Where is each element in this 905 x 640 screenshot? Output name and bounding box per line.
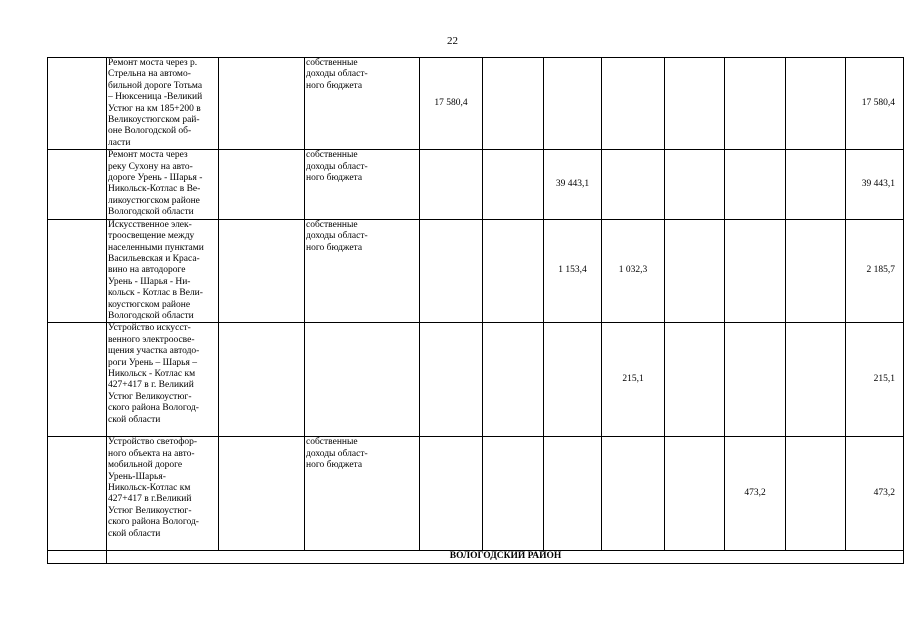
empty-cell: [219, 58, 305, 150]
value-cell-4: [602, 150, 665, 219]
value-cell-7: [786, 323, 846, 437]
value-cell-5: [665, 323, 725, 437]
table-row: [48, 323, 904, 437]
empty-cell: [219, 323, 305, 437]
funding-source: собственные доходы област- ного бюджета: [306, 437, 368, 471]
funding-source: собственные доходы област- ного бюджета: [306, 58, 368, 91]
object-name: Искусственное элек- троосвещение между населенными пунктами Васильевская и Краса- вино на автодороге Урень - Шарья - Ни- кольск - Котлас в Вели- коустюгском районе Вологодской области: [108, 219, 204, 321]
value-cell-3: 1 153,4: [544, 219, 602, 323]
table-row: [48, 219, 904, 323]
funding-source-cell: [305, 437, 420, 551]
value-cell-3: [544, 323, 602, 437]
budget-table: [47, 57, 904, 564]
value-cell-1: [420, 219, 483, 323]
value-cell-3: [544, 58, 602, 150]
value-cell-6: [725, 323, 786, 437]
value-cell-2: [483, 437, 544, 551]
value-cell-1: [420, 150, 483, 219]
value-cell-4: 215,1: [602, 323, 665, 437]
value-cell-5: [665, 437, 725, 551]
funding-source-cell: [305, 323, 420, 437]
value-cell-6: [725, 150, 786, 219]
value-cell-4: [602, 58, 665, 150]
row-number-cell: [48, 323, 107, 437]
value-cell-7: [786, 437, 846, 551]
table-row: [48, 150, 904, 219]
value-cell-5: [665, 219, 725, 323]
value-cell-3: [544, 437, 602, 551]
table-row: [48, 58, 904, 150]
total-cell: 39 443,1: [846, 150, 904, 219]
value-cell-7: [786, 219, 846, 323]
value-cell-2: [483, 58, 544, 150]
empty-cell: [219, 219, 305, 323]
total-cell: 2 185,7: [846, 219, 904, 323]
section-title: ВОЛОГОДСКИЙ РАЙОН: [107, 551, 904, 564]
funding-source-cell: [305, 150, 420, 219]
total-cell: 473,2: [846, 437, 904, 551]
value-cell-5: [665, 58, 725, 150]
empty-cell: [219, 150, 305, 219]
object-name-cell: [107, 150, 219, 219]
value-cell-2: [483, 323, 544, 437]
value-cell-2: [483, 150, 544, 219]
value-cell-6: [725, 58, 786, 150]
funding-source: собственные доходы област- ного бюджета: [306, 150, 368, 184]
value-cell-1: [420, 323, 483, 437]
value-cell-2: [483, 219, 544, 323]
empty-cell: [219, 437, 305, 551]
object-name: Ремонт моста через р. Стрельна на автомо- бильной дороге Тотьма – Нюксеница -Великий Устюг на км 185+200 в Великоустюгском рай- оне Вологодской об- ласти: [108, 58, 203, 148]
row-number-cell: [48, 551, 107, 564]
row-number-cell: [48, 58, 107, 150]
total-cell: 17 580,4: [846, 58, 904, 150]
value-cell-7: [786, 150, 846, 219]
total-cell: 215,1: [846, 323, 904, 437]
object-name-cell: [107, 58, 219, 150]
object-name: Устройство светофор- ного объекта на авто- мобильной дороге Урень-Шарья- Никольск-Котлас км 427+417 в г.Великий Устюг Великоустюг- ского района Вологод- ской области: [108, 437, 199, 539]
object-name-cell: [107, 437, 219, 551]
row-number-cell: [48, 437, 107, 551]
value-cell-7: [786, 58, 846, 150]
value-cell-4: 1 032,3: [602, 219, 665, 323]
value-cell-1: 17 580,4: [420, 58, 483, 150]
value-cell-6: [725, 219, 786, 323]
object-name: Устройство искусст- венного электроосве- щения участка автодо- роги Урень – Шарья – Никольск - Котлас км 427+417 в г. Великий Устюг Великоустюг- ского района Вологод- ской области: [108, 323, 200, 425]
funding-source-cell: [305, 58, 420, 150]
value-cell-3: 39 443,1: [544, 150, 602, 219]
value-cell-5: [665, 150, 725, 219]
object-name-cell: [107, 323, 219, 437]
table-row: [48, 437, 904, 551]
page-number: 22: [447, 35, 458, 47]
section-header-row: [48, 551, 904, 564]
value-cell-4: [602, 437, 665, 551]
row-number-cell: [48, 150, 107, 219]
funding-source-cell: [305, 219, 420, 323]
value-cell-1: [420, 437, 483, 551]
object-name-cell: [107, 219, 219, 323]
value-cell-6: 473,2: [725, 437, 786, 551]
row-number-cell: [48, 219, 107, 323]
object-name: Ремонт моста через реку Сухону на авто- дороге Урень - Шарья - Никольск-Котлас в Ве- ликоустюгском районе Вологодской области: [108, 150, 203, 218]
funding-source: собственные доходы област- ного бюджета: [306, 219, 368, 253]
